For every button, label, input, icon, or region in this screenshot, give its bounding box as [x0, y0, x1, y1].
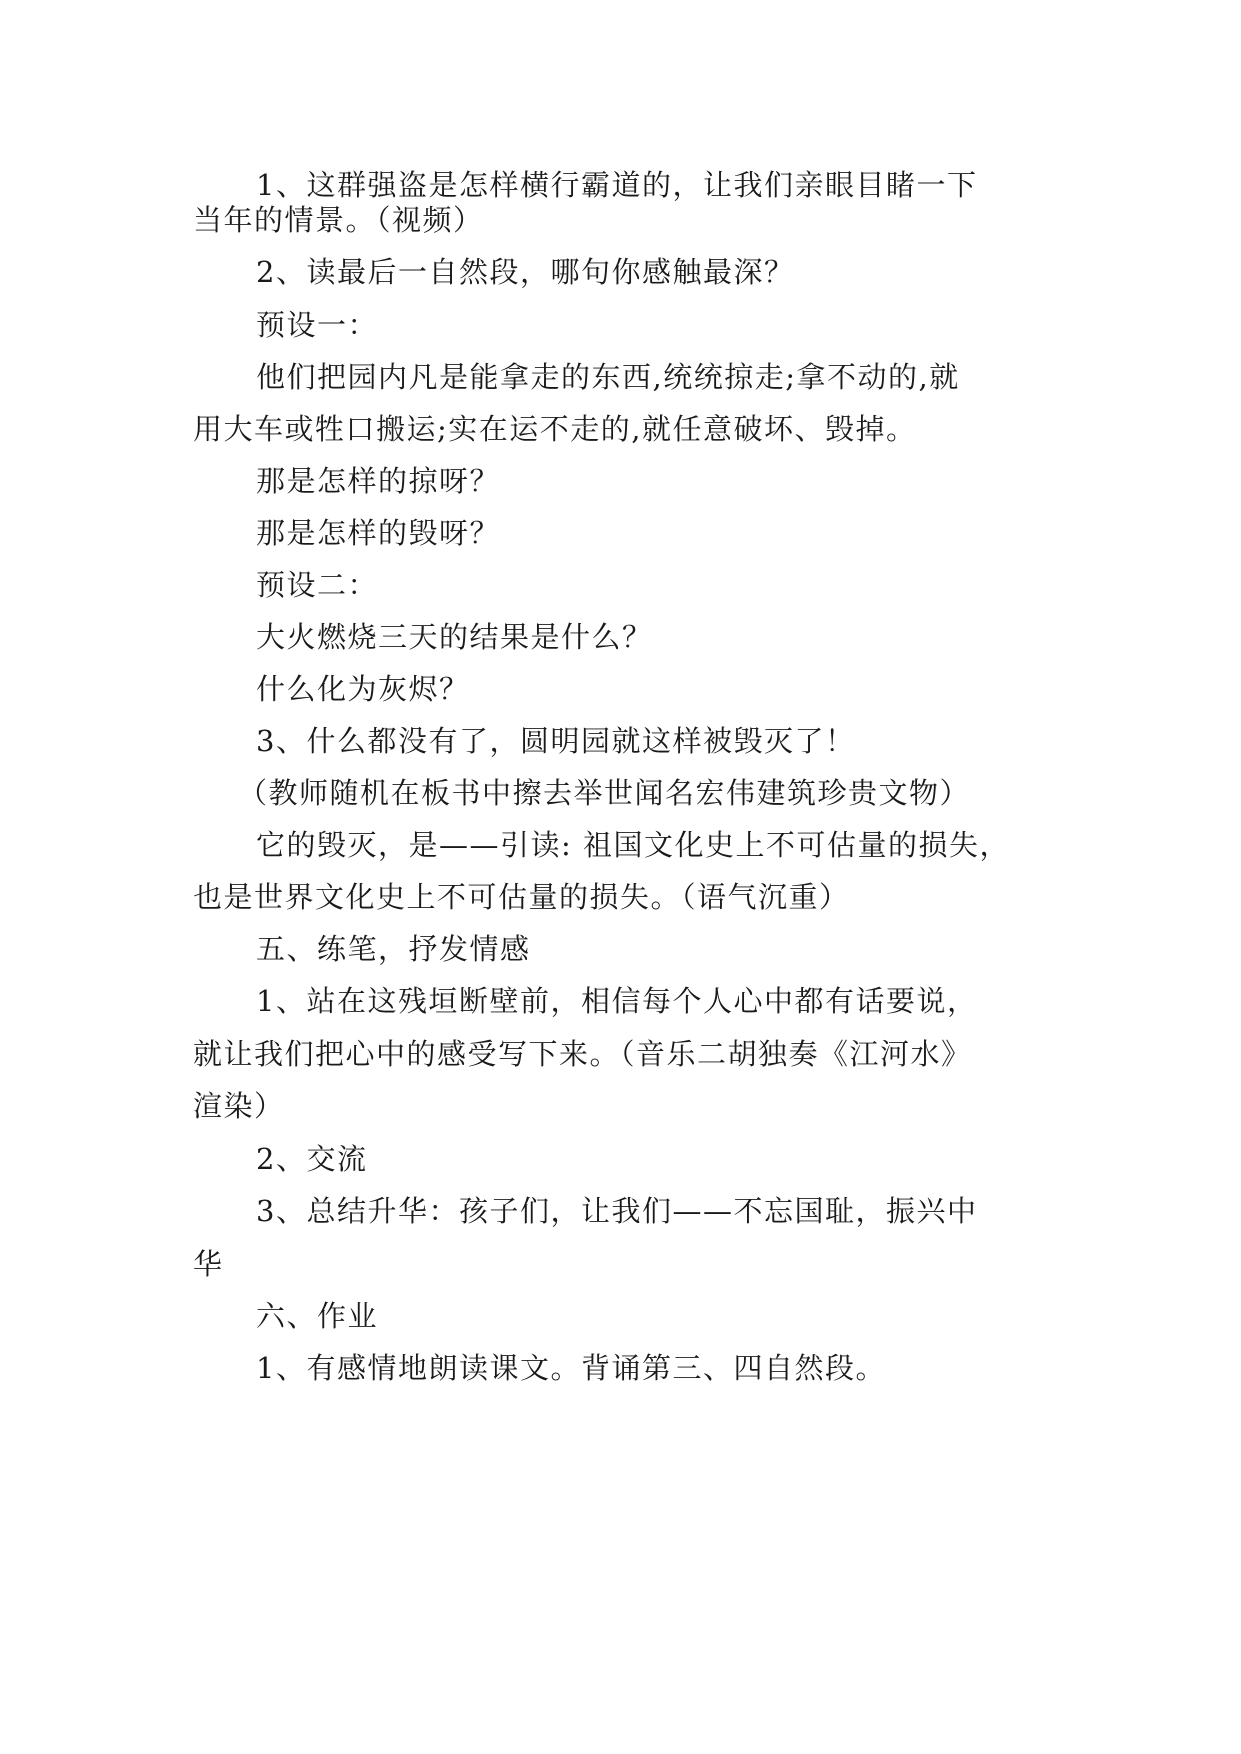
- paragraph-line: 2、读最后一自然段，哪句你感触最深？: [256, 255, 795, 289]
- paragraph-line: 预设一：: [256, 308, 379, 342]
- paragraph-line: 什么化为灰烬？: [256, 672, 470, 706]
- paragraph-line: 那是怎样的毁呀？: [256, 516, 501, 550]
- paragraph-line: 预设二：: [256, 568, 379, 602]
- paragraph-line: 他们把园内凡是能拿走的东西,统统掠走;拿不动的,就: [256, 360, 960, 394]
- paragraph-line: 大火燃烧三天的结果是什么？: [256, 620, 653, 654]
- paragraph-line: 3、总结升华：孩子们，让我们——不忘国耻，振兴中: [256, 1194, 978, 1228]
- paragraph-line: 就让我们把心中的感受写下来。（音乐二胡独奏《江河水》: [193, 1037, 972, 1071]
- paragraph-line: 3、什么都没有了，圆明园就这样被毁灭了！: [256, 724, 856, 758]
- paragraph-line: 那是怎样的掠呀？: [256, 464, 501, 498]
- paragraph-line: 1、有感情地朗读课文。背诵第三、四自然段。: [256, 1351, 886, 1385]
- paragraph-line: 它的毁灭，是——引读: 祖国文化史上不可估量的损失，: [256, 828, 1010, 862]
- paragraph-line: 也是世界文化史上不可估量的损失。（语气沉重）: [193, 880, 850, 914]
- section-heading: 五、练笔，抒发情感: [256, 932, 531, 966]
- section-heading: 六、作业: [256, 1299, 379, 1333]
- paragraph-line: 华: [193, 1247, 224, 1281]
- paragraph-line: 用大车或牲口搬运;实在运不走的,就任意破坏、毁掉。: [193, 412, 917, 446]
- paragraph-line: 2、交流: [256, 1142, 368, 1176]
- paragraph-line: （教师随机在板书中擦去举世闻名宏伟建筑珍贵文物）: [238, 776, 971, 810]
- paragraph-line: 1、这群强盗是怎样横行霸道的，让我们亲眼目睹一下: [256, 168, 978, 202]
- paragraph-line: 渲染）: [193, 1089, 285, 1123]
- paragraph-line: 1、站在这残垣断壁前，相信每个人心中都有话要说，: [256, 984, 978, 1018]
- paragraph-line: 当年的情景。（视频）: [193, 203, 484, 237]
